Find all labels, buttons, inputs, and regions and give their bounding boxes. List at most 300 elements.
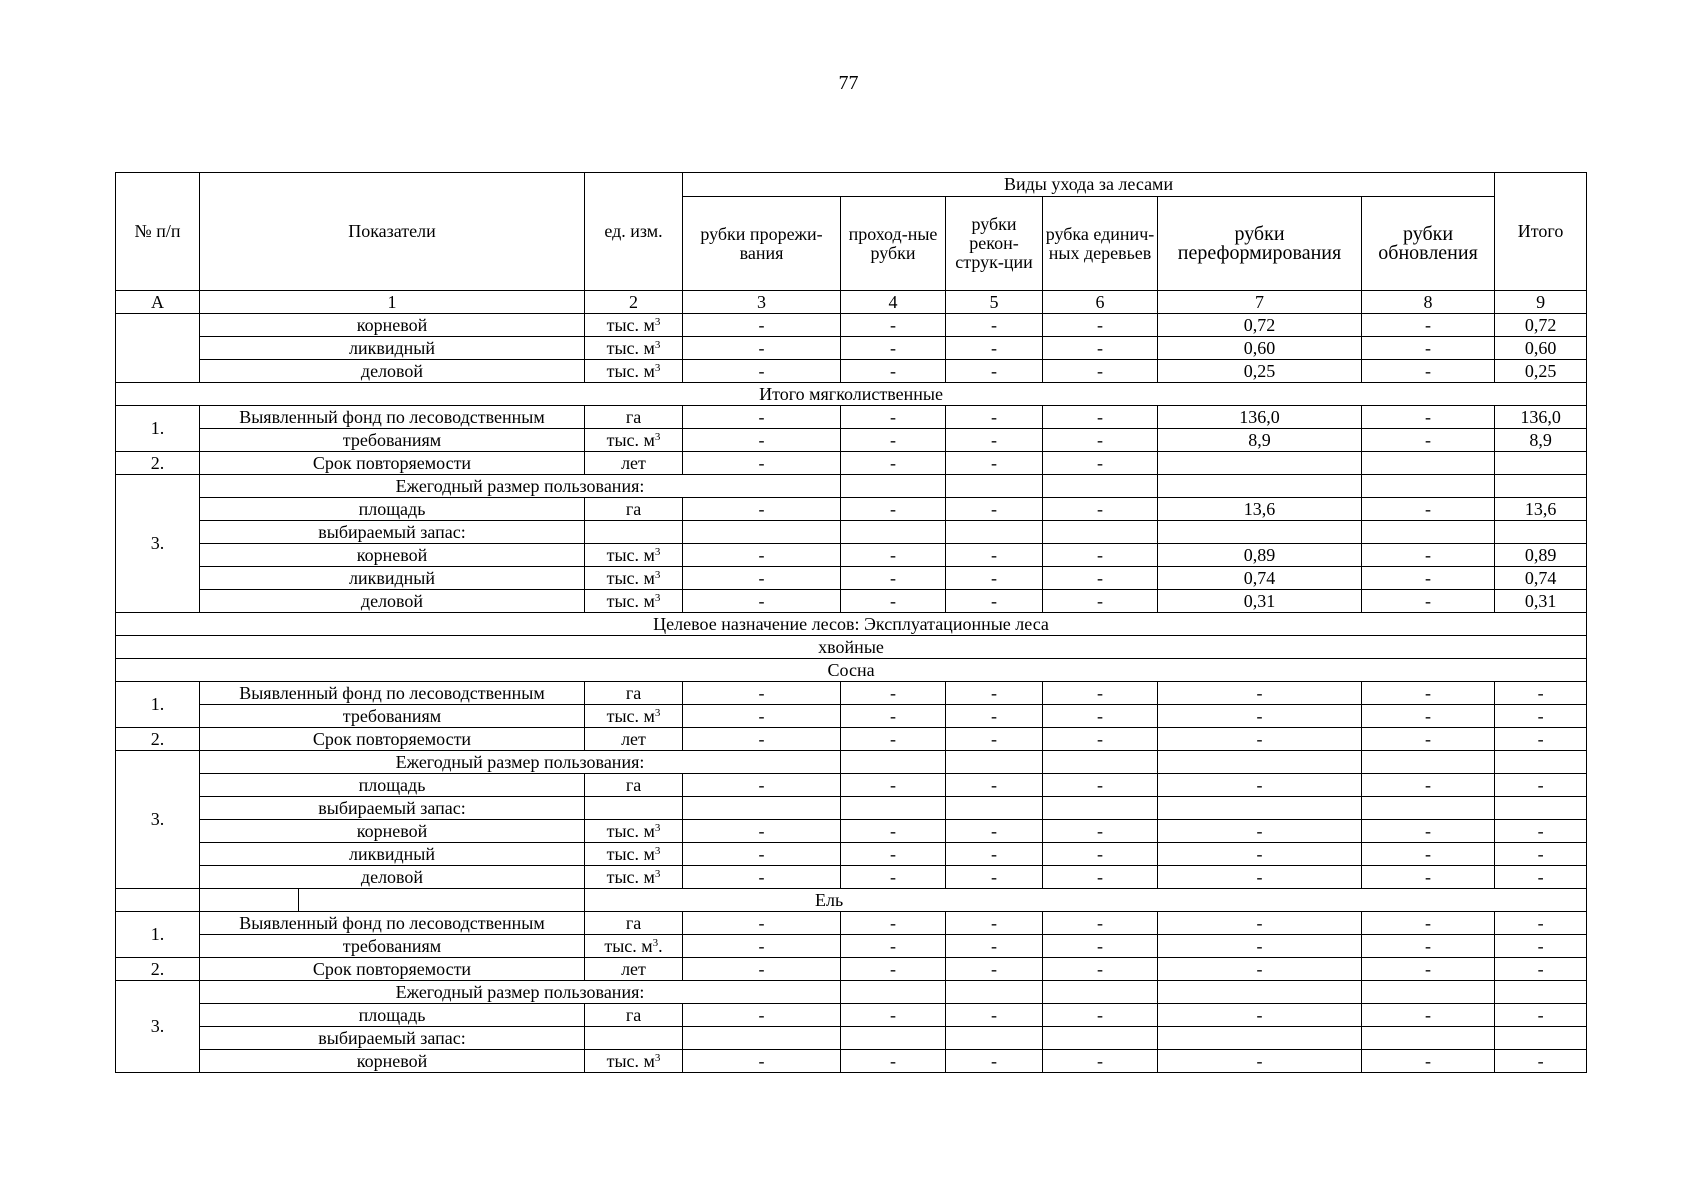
- value-cell: -: [1043, 498, 1158, 521]
- value-cell: -: [1362, 728, 1495, 751]
- value-cell: 8,9: [1158, 429, 1362, 452]
- value-cell: [841, 797, 946, 820]
- indicator-label: требованиям: [200, 429, 585, 452]
- value-cell: -: [841, 429, 946, 452]
- total-cell: [1495, 475, 1587, 498]
- value-cell: -: [1043, 360, 1158, 383]
- value-cell: -: [946, 1050, 1043, 1073]
- value-cell: 0,60: [1158, 337, 1362, 360]
- total-cell: -: [1495, 935, 1587, 958]
- indicator-label: Выявленный фонд по лесоводственным: [200, 406, 585, 429]
- indicator-label: площадь: [200, 774, 585, 797]
- col-index: 7: [1158, 291, 1362, 314]
- indicator-label: деловой: [200, 866, 585, 889]
- total-cell: [1495, 797, 1587, 820]
- value-cell: -: [1043, 1050, 1158, 1073]
- value-cell: -: [946, 728, 1043, 751]
- value-cell: [1158, 981, 1362, 1004]
- value-cell: -: [1043, 682, 1158, 705]
- value-cell: -: [946, 544, 1043, 567]
- value-cell: -: [683, 705, 841, 728]
- value-cell: -: [1362, 314, 1495, 337]
- value-cell: 0,74: [1158, 567, 1362, 590]
- value-cell: [1362, 751, 1495, 774]
- value-cell: -: [1043, 429, 1158, 452]
- value-cell: -: [841, 935, 946, 958]
- col-index: 5: [946, 291, 1043, 314]
- header-total: Итого: [1495, 173, 1587, 291]
- value-cell: -: [683, 1050, 841, 1073]
- unit-cell: тыс. $м^3$: [585, 544, 683, 567]
- value-cell: -: [1043, 820, 1158, 843]
- total-cell: -: [1495, 866, 1587, 889]
- value-cell: -: [683, 935, 841, 958]
- value-cell: -: [841, 452, 946, 475]
- table-row: [116, 728, 1587, 751]
- value-cell: -: [683, 590, 841, 613]
- total-cell: 0,31: [1495, 590, 1587, 613]
- indicator-label: ликвидный: [200, 843, 585, 866]
- value-cell: [946, 751, 1043, 774]
- value-cell: -: [683, 498, 841, 521]
- unit-cell: [585, 797, 683, 820]
- value-cell: -: [841, 728, 946, 751]
- col-index: 8: [1362, 291, 1495, 314]
- header-type-thinning: рубки прорежи-вания: [683, 197, 841, 291]
- indicator-label: корневой: [200, 544, 585, 567]
- value-cell: -: [841, 843, 946, 866]
- value-cell: [1158, 1027, 1362, 1050]
- num-cell: [116, 314, 200, 383]
- value-cell: [946, 981, 1043, 1004]
- total-cell: -: [1495, 912, 1587, 935]
- value-cell: -: [1362, 1050, 1495, 1073]
- table-row: [116, 843, 1587, 866]
- num-cell: [116, 889, 200, 912]
- indicator-label: Выявленный фонд по лесоводственным: [200, 912, 585, 935]
- value-cell: -: [841, 705, 946, 728]
- value-cell: -: [841, 1050, 946, 1073]
- value-cell: -: [683, 406, 841, 429]
- unit-cell: тыс. $м^3$: [585, 429, 683, 452]
- total-cell: -: [1495, 820, 1587, 843]
- value-cell: -: [1043, 1004, 1158, 1027]
- col-index: 1: [200, 291, 585, 314]
- page-number: 77: [838, 72, 859, 94]
- total-cell: 0,74: [1495, 567, 1587, 590]
- value-cell: -: [1362, 1004, 1495, 1027]
- value-cell: -: [841, 567, 946, 590]
- col-index: 9: [1495, 291, 1587, 314]
- value-cell: [841, 521, 946, 544]
- unit-cell: [585, 521, 683, 544]
- section-title-pine: Сосна: [116, 659, 1587, 682]
- table-row: [116, 935, 1587, 958]
- total-cell: [1495, 981, 1587, 1004]
- value-cell: [1158, 797, 1362, 820]
- value-cell: -: [1362, 843, 1495, 866]
- column-index-row: [116, 291, 1587, 314]
- value-cell: 0,72: [1158, 314, 1362, 337]
- total-cell: -: [1495, 1050, 1587, 1073]
- value-cell: -: [1043, 912, 1158, 935]
- value-cell: -: [946, 705, 1043, 728]
- value-cell: -: [1158, 1050, 1362, 1073]
- unit-cell: га: [585, 1004, 683, 1027]
- indicator-label: требованиям: [200, 705, 585, 728]
- total-cell: 0,89: [1495, 544, 1587, 567]
- value-cell: -: [946, 590, 1043, 613]
- table-row: [116, 797, 1587, 820]
- section-title-spruce: Ель: [585, 889, 1587, 912]
- unit-cell: тыс. $м^3$: [585, 337, 683, 360]
- value-cell: -: [1158, 774, 1362, 797]
- table-header: [116, 173, 1587, 314]
- value-cell: -: [1362, 406, 1495, 429]
- num-cell: 1.: [116, 682, 200, 728]
- total-cell: -: [1495, 728, 1587, 751]
- total-cell: 0,25: [1495, 360, 1587, 383]
- value-cell: -: [683, 544, 841, 567]
- table-row: [116, 751, 1587, 774]
- unit-cell: га: [585, 912, 683, 935]
- value-cell: [1362, 521, 1495, 544]
- value-cell: -: [1362, 820, 1495, 843]
- col-index: 4: [841, 291, 946, 314]
- value-cell: -: [841, 912, 946, 935]
- value-cell: -: [683, 567, 841, 590]
- value-cell: [1043, 797, 1158, 820]
- value-cell: [1043, 521, 1158, 544]
- unit-cell: га: [585, 682, 683, 705]
- table-row: [116, 429, 1587, 452]
- value-cell: -: [1158, 912, 1362, 935]
- indicator-label: Выявленный фонд по лесоводственным: [200, 682, 585, 705]
- value-cell: -: [841, 958, 946, 981]
- section-row: [116, 889, 1587, 912]
- table-row: [116, 360, 1587, 383]
- value-cell: -: [1043, 728, 1158, 751]
- table-row: [116, 820, 1587, 843]
- col-index: 2: [585, 291, 683, 314]
- value-cell: -: [946, 360, 1043, 383]
- value-cell: [1158, 475, 1362, 498]
- unit-cell: лет: [585, 452, 683, 475]
- header-indicators: Показатели: [200, 173, 585, 291]
- value-cell: -: [1362, 567, 1495, 590]
- value-cell: -: [946, 498, 1043, 521]
- unit-cell: лет: [585, 958, 683, 981]
- value-cell: -: [683, 682, 841, 705]
- indicator-label: Срок повторяемости: [200, 728, 585, 751]
- value-cell: -: [683, 314, 841, 337]
- header-type-reformation: рубки переформирования: [1158, 197, 1362, 291]
- num-cell: 3.: [116, 981, 200, 1073]
- table-row: [116, 774, 1587, 797]
- col-index: 3: [683, 291, 841, 314]
- value-cell: -: [1043, 774, 1158, 797]
- value-cell: -: [841, 337, 946, 360]
- unit-cell: лет: [585, 728, 683, 751]
- value-cell: -: [841, 866, 946, 889]
- section-row: [116, 636, 1587, 659]
- value-cell: -: [683, 728, 841, 751]
- value-cell: -: [946, 820, 1043, 843]
- header-num: № п/п: [116, 173, 200, 291]
- value-cell: -: [683, 843, 841, 866]
- value-cell: -: [1043, 590, 1158, 613]
- header-type-renewal: рубки обновления: [1362, 197, 1495, 291]
- unit-cell: га: [585, 774, 683, 797]
- table-row: [116, 567, 1587, 590]
- value-cell: -: [1043, 544, 1158, 567]
- value-cell: -: [841, 406, 946, 429]
- value-cell: -: [841, 314, 946, 337]
- value-cell: -: [1158, 705, 1362, 728]
- section-row: [116, 383, 1587, 406]
- value-cell: -: [1043, 406, 1158, 429]
- indicator-label: ликвидный: [200, 567, 585, 590]
- value-cell: [1362, 475, 1495, 498]
- table-row: [116, 475, 1587, 498]
- indicator-label: Срок повторяемости: [200, 958, 585, 981]
- value-cell: -: [1362, 682, 1495, 705]
- table-row: [116, 452, 1587, 475]
- table-row: [116, 866, 1587, 889]
- value-cell: -: [1158, 958, 1362, 981]
- total-cell: [1495, 751, 1587, 774]
- value-cell: -: [841, 498, 946, 521]
- num-cell: 2.: [116, 452, 200, 475]
- indicator-label: выбираемый запас:: [200, 797, 585, 820]
- value-cell: 13,6: [1158, 498, 1362, 521]
- value-cell: [841, 981, 946, 1004]
- table-row: [116, 1004, 1587, 1027]
- value-cell: -: [1362, 705, 1495, 728]
- value-cell: -: [1362, 774, 1495, 797]
- value-cell: -: [683, 912, 841, 935]
- table-row: [116, 498, 1587, 521]
- num-cell: 3.: [116, 475, 200, 613]
- value-cell: -: [683, 958, 841, 981]
- value-cell: [841, 475, 946, 498]
- value-cell: -: [946, 452, 1043, 475]
- table-row: [116, 406, 1587, 429]
- value-cell: [683, 1027, 841, 1050]
- total-cell: 13,6: [1495, 498, 1587, 521]
- unit-cell: тыс. $м^3$: [585, 866, 683, 889]
- value-cell: -: [946, 843, 1043, 866]
- value-cell: -: [1362, 544, 1495, 567]
- indicator-label: площадь: [200, 1004, 585, 1027]
- value-cell: [841, 1027, 946, 1050]
- total-cell: 136,0: [1495, 406, 1587, 429]
- table-row: [116, 1050, 1587, 1073]
- section-row: [116, 659, 1587, 682]
- value-cell: [1362, 797, 1495, 820]
- header-type-reconstruction: рубки рекон-струк-ции: [946, 197, 1043, 291]
- value-cell: -: [1362, 590, 1495, 613]
- num-cell: 1.: [116, 406, 200, 452]
- value-cell: [1043, 475, 1158, 498]
- section-row: [116, 613, 1587, 636]
- indicator-label: Срок повторяемости: [200, 452, 585, 475]
- value-cell: [1043, 751, 1158, 774]
- forest-care-table: [115, 172, 1587, 1073]
- num-cell: 1.: [116, 912, 200, 958]
- value-cell: -: [1043, 958, 1158, 981]
- value-cell: -: [1158, 843, 1362, 866]
- unit-cell: тыс. $м^3$: [585, 705, 683, 728]
- value-cell: -: [1362, 912, 1495, 935]
- spruce-split-wrap: [200, 889, 584, 911]
- unit-cell: тыс. $м^3$: [585, 590, 683, 613]
- indicator-label: деловой: [200, 590, 585, 613]
- value-cell: [1043, 981, 1158, 1004]
- value-cell: [946, 521, 1043, 544]
- value-cell: -: [1362, 958, 1495, 981]
- value-cell: -: [683, 820, 841, 843]
- value-cell: 0,31: [1158, 590, 1362, 613]
- unit-cell: тыс. $м^3$: [585, 567, 683, 590]
- table-row: [116, 981, 1587, 1004]
- spruce-split-cell: [200, 889, 585, 912]
- table-row: [116, 1027, 1587, 1050]
- value-cell: -: [946, 958, 1043, 981]
- total-cell: [1495, 452, 1587, 475]
- value-cell: -: [1043, 314, 1158, 337]
- num-cell: 2.: [116, 728, 200, 751]
- value-cell: -: [1362, 866, 1495, 889]
- value-cell: [1158, 751, 1362, 774]
- unit-cell: тыс. $м^3$: [585, 314, 683, 337]
- indicator-label: выбираемый запас:: [200, 521, 585, 544]
- value-cell: -: [841, 774, 946, 797]
- unit-cell: га: [585, 498, 683, 521]
- unit-cell: тыс. $м^3$: [585, 1050, 683, 1073]
- total-cell: 8,9: [1495, 429, 1587, 452]
- unit-cell: га: [585, 406, 683, 429]
- value-cell: [1043, 1027, 1158, 1050]
- header-care-types: Виды ухода за лесами: [683, 173, 1495, 197]
- value-cell: -: [946, 866, 1043, 889]
- indicator-label: Ежегодный размер пользования:: [200, 751, 841, 774]
- indicator-label: выбираемый запас:: [200, 1027, 585, 1050]
- table-row: [116, 590, 1587, 613]
- value-cell: -: [841, 544, 946, 567]
- col-index: А: [116, 291, 200, 314]
- unit-cell: тыс. $м^3$: [585, 360, 683, 383]
- spruce-split-left: [200, 889, 299, 911]
- table-row: [116, 544, 1587, 567]
- col-index: 6: [1043, 291, 1158, 314]
- value-cell: -: [841, 820, 946, 843]
- value-cell: -: [946, 912, 1043, 935]
- value-cell: [1362, 452, 1495, 475]
- value-cell: -: [683, 337, 841, 360]
- value-cell: [1362, 981, 1495, 1004]
- value-cell: -: [683, 1004, 841, 1027]
- value-cell: -: [946, 774, 1043, 797]
- table-row: [116, 337, 1587, 360]
- header-type-single-tree: рубка единич-ных деревьев: [1043, 197, 1158, 291]
- value-cell: -: [946, 314, 1043, 337]
- total-cell: -: [1495, 682, 1587, 705]
- header-type-passage: проход-ные рубки: [841, 197, 946, 291]
- value-cell: -: [946, 682, 1043, 705]
- table-row: [116, 521, 1587, 544]
- total-cell: -: [1495, 958, 1587, 981]
- value-cell: -: [1362, 429, 1495, 452]
- value-cell: -: [1158, 866, 1362, 889]
- value-cell: -: [683, 360, 841, 383]
- value-cell: -: [1043, 866, 1158, 889]
- section-title-purpose: Целевое назначение лесов: Эксплуатационные леса: [116, 613, 1587, 636]
- value-cell: -: [683, 866, 841, 889]
- total-cell: [1495, 521, 1587, 544]
- value-cell: -: [1158, 1004, 1362, 1027]
- unit-cell: тыс. $м^3$: [585, 843, 683, 866]
- total-cell: -: [1495, 774, 1587, 797]
- value-cell: -: [1158, 935, 1362, 958]
- total-cell: -: [1495, 1004, 1587, 1027]
- table-row: [116, 705, 1587, 728]
- value-cell: -: [1043, 337, 1158, 360]
- value-cell: -: [841, 360, 946, 383]
- value-cell: [1158, 521, 1362, 544]
- indicator-label: корневой: [200, 820, 585, 843]
- value-cell: -: [1362, 935, 1495, 958]
- value-cell: [683, 521, 841, 544]
- total-cell: -: [1495, 843, 1587, 866]
- value-cell: 136,0: [1158, 406, 1362, 429]
- value-cell: -: [946, 1004, 1043, 1027]
- indicator-label: Ежегодный размер пользования:: [200, 475, 841, 498]
- indicator-label: корневой: [200, 314, 585, 337]
- indicator-label: ликвидный: [200, 337, 585, 360]
- value-cell: -: [1043, 452, 1158, 475]
- value-cell: -: [1043, 567, 1158, 590]
- value-cell: -: [1158, 682, 1362, 705]
- num-cell: 2.: [116, 958, 200, 981]
- value-cell: -: [1043, 843, 1158, 866]
- unit-cell: [585, 1027, 683, 1050]
- value-cell: -: [946, 567, 1043, 590]
- total-cell: 0,72: [1495, 314, 1587, 337]
- value-cell: -: [683, 774, 841, 797]
- value-cell: -: [1158, 820, 1362, 843]
- value-cell: [841, 751, 946, 774]
- unit-cell: тыс. $м^3$.: [585, 935, 683, 958]
- total-cell: -: [1495, 705, 1587, 728]
- header-unit: ед. изм.: [585, 173, 683, 291]
- value-cell: -: [683, 429, 841, 452]
- value-cell: -: [683, 452, 841, 475]
- value-cell: -: [1043, 705, 1158, 728]
- table-row: [116, 682, 1587, 705]
- total-cell: [1495, 1027, 1587, 1050]
- value-cell: 0,25: [1158, 360, 1362, 383]
- section-title-conifer: хвойные: [116, 636, 1587, 659]
- value-cell: -: [1362, 360, 1495, 383]
- value-cell: -: [841, 590, 946, 613]
- value-cell: -: [841, 1004, 946, 1027]
- value-cell: -: [1158, 728, 1362, 751]
- indicator-label: деловой: [200, 360, 585, 383]
- value-cell: -: [1362, 337, 1495, 360]
- indicator-label: требованиям: [200, 935, 585, 958]
- num-cell: 3.: [116, 751, 200, 889]
